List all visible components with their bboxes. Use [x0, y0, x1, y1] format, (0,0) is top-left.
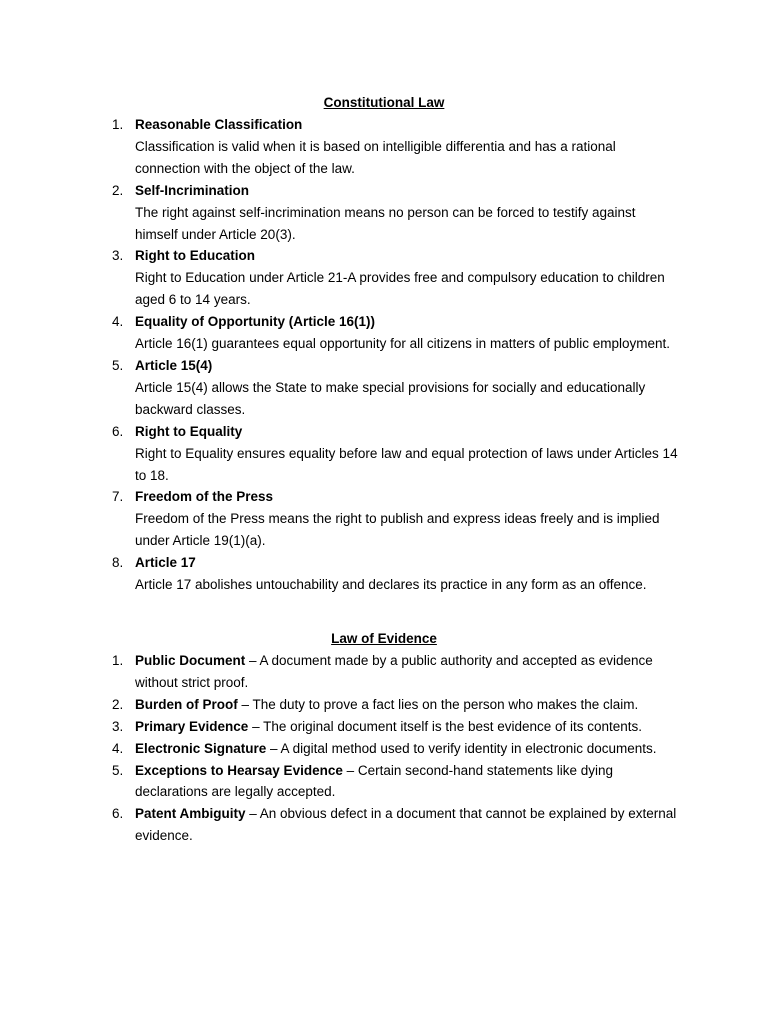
section-title-law-of-evidence: Law of Evidence — [331, 631, 437, 646]
item-description: Article 15(4) allows the State to make special provisions for socially and educationally backward classes. — [135, 379, 646, 417]
list-item — [0, 694, 768, 716]
item-number: 4. — [112, 314, 124, 330]
list-item — [0, 552, 768, 596]
item-number: 8. — [112, 555, 124, 571]
item-description: The right against self-incrimination means no person can be forced to testify against himself under Article 20(3). — [135, 204, 636, 242]
item-number: 5. — [112, 357, 124, 373]
law-of-evidence-list — [0, 650, 768, 847]
item-description: Classification is valid when it is based on intelligible differentia and has a rational connection with the object of the law. — [135, 138, 616, 176]
item-heading: Article 17 — [135, 555, 196, 571]
list-item — [0, 114, 768, 180]
item-heading: Right to Education — [135, 248, 255, 264]
list-item — [0, 355, 768, 421]
item-term: Burden of Proof — [135, 696, 238, 712]
list-item — [0, 311, 768, 355]
constitutional-law-list — [0, 114, 768, 596]
item-body — [135, 803, 680, 847]
item-number: 6. — [112, 806, 124, 822]
item-heading: Reasonable Classification — [135, 117, 303, 132]
item-term: Electronic Signature — [135, 740, 267, 756]
list-item — [0, 421, 768, 487]
item-heading: Article 15(4) — [135, 357, 213, 373]
item-definition: – A document made by a public authority and accepted as evidence without strict proof. — [135, 653, 653, 690]
item-description: Right to Education under Article 21-A provides free and compulsory education to children aged 6 to 14 years. — [135, 270, 665, 308]
list-item — [0, 245, 768, 311]
list-item — [0, 716, 768, 738]
section-title-constitutional-law: Constitutional Law — [323, 95, 445, 110]
item-definition: – Certain second-hand statements like dying declarations are legally accepted. — [135, 762, 613, 800]
item-heading: Right to Equality — [135, 423, 243, 439]
item-description: Article 17 abolishes untouchability and declares its practice in any form as an offence. — [135, 577, 647, 593]
item-number: 1. — [112, 653, 124, 668]
item-definition: – The original document itself is the best evidence of its contents. — [248, 718, 643, 734]
item-body — [135, 716, 680, 738]
list-item — [0, 486, 768, 552]
item-body — [135, 694, 680, 716]
list-item — [0, 803, 768, 847]
item-number: 6. — [112, 423, 124, 439]
item-number: 3. — [112, 718, 124, 734]
item-definition: – A digital method used to verify identity in electronic documents. — [266, 740, 657, 756]
item-body — [135, 738, 680, 760]
item-number: 3. — [112, 248, 124, 264]
item-heading: Equality of Opportunity (Article 16(1)) — [135, 314, 376, 330]
item-number: 1. — [112, 117, 124, 132]
item-heading: Freedom of the Press — [135, 489, 274, 505]
item-number: 7. — [112, 489, 124, 505]
item-definition: – The duty to prove a fact lies on the person who makes the claim. — [237, 696, 639, 712]
list-item — [0, 650, 768, 694]
item-description: Article 16(1) guarantees equal opportunity for all citizens in matters of public employment. — [135, 336, 671, 352]
item-description: Right to Equality ensures equality before law and equal protection of laws under Articles 14 to 18. — [135, 445, 678, 483]
item-term: Primary Evidence — [135, 718, 249, 734]
item-term: Public Document — [135, 653, 246, 668]
list-item — [0, 760, 768, 804]
item-term: Exceptions to Hearsay Evidence — [135, 762, 343, 778]
item-number: 5. — [112, 762, 124, 778]
item-body — [135, 760, 680, 804]
list-item — [0, 180, 768, 246]
item-number: 2. — [112, 696, 124, 712]
list-item — [0, 738, 768, 760]
item-number: 2. — [112, 182, 124, 198]
item-definition: – An obvious defect in a document that cannot be explained by external evidence. — [135, 806, 677, 844]
item-heading: Self-Incrimination — [135, 182, 250, 198]
item-description: Freedom of the Press means the right to publish and express ideas freely and is implied under Article 19(1)(a). — [135, 511, 660, 549]
item-body — [135, 650, 680, 694]
item-number: 4. — [112, 740, 124, 756]
item-term: Patent Ambiguity — [135, 806, 246, 822]
